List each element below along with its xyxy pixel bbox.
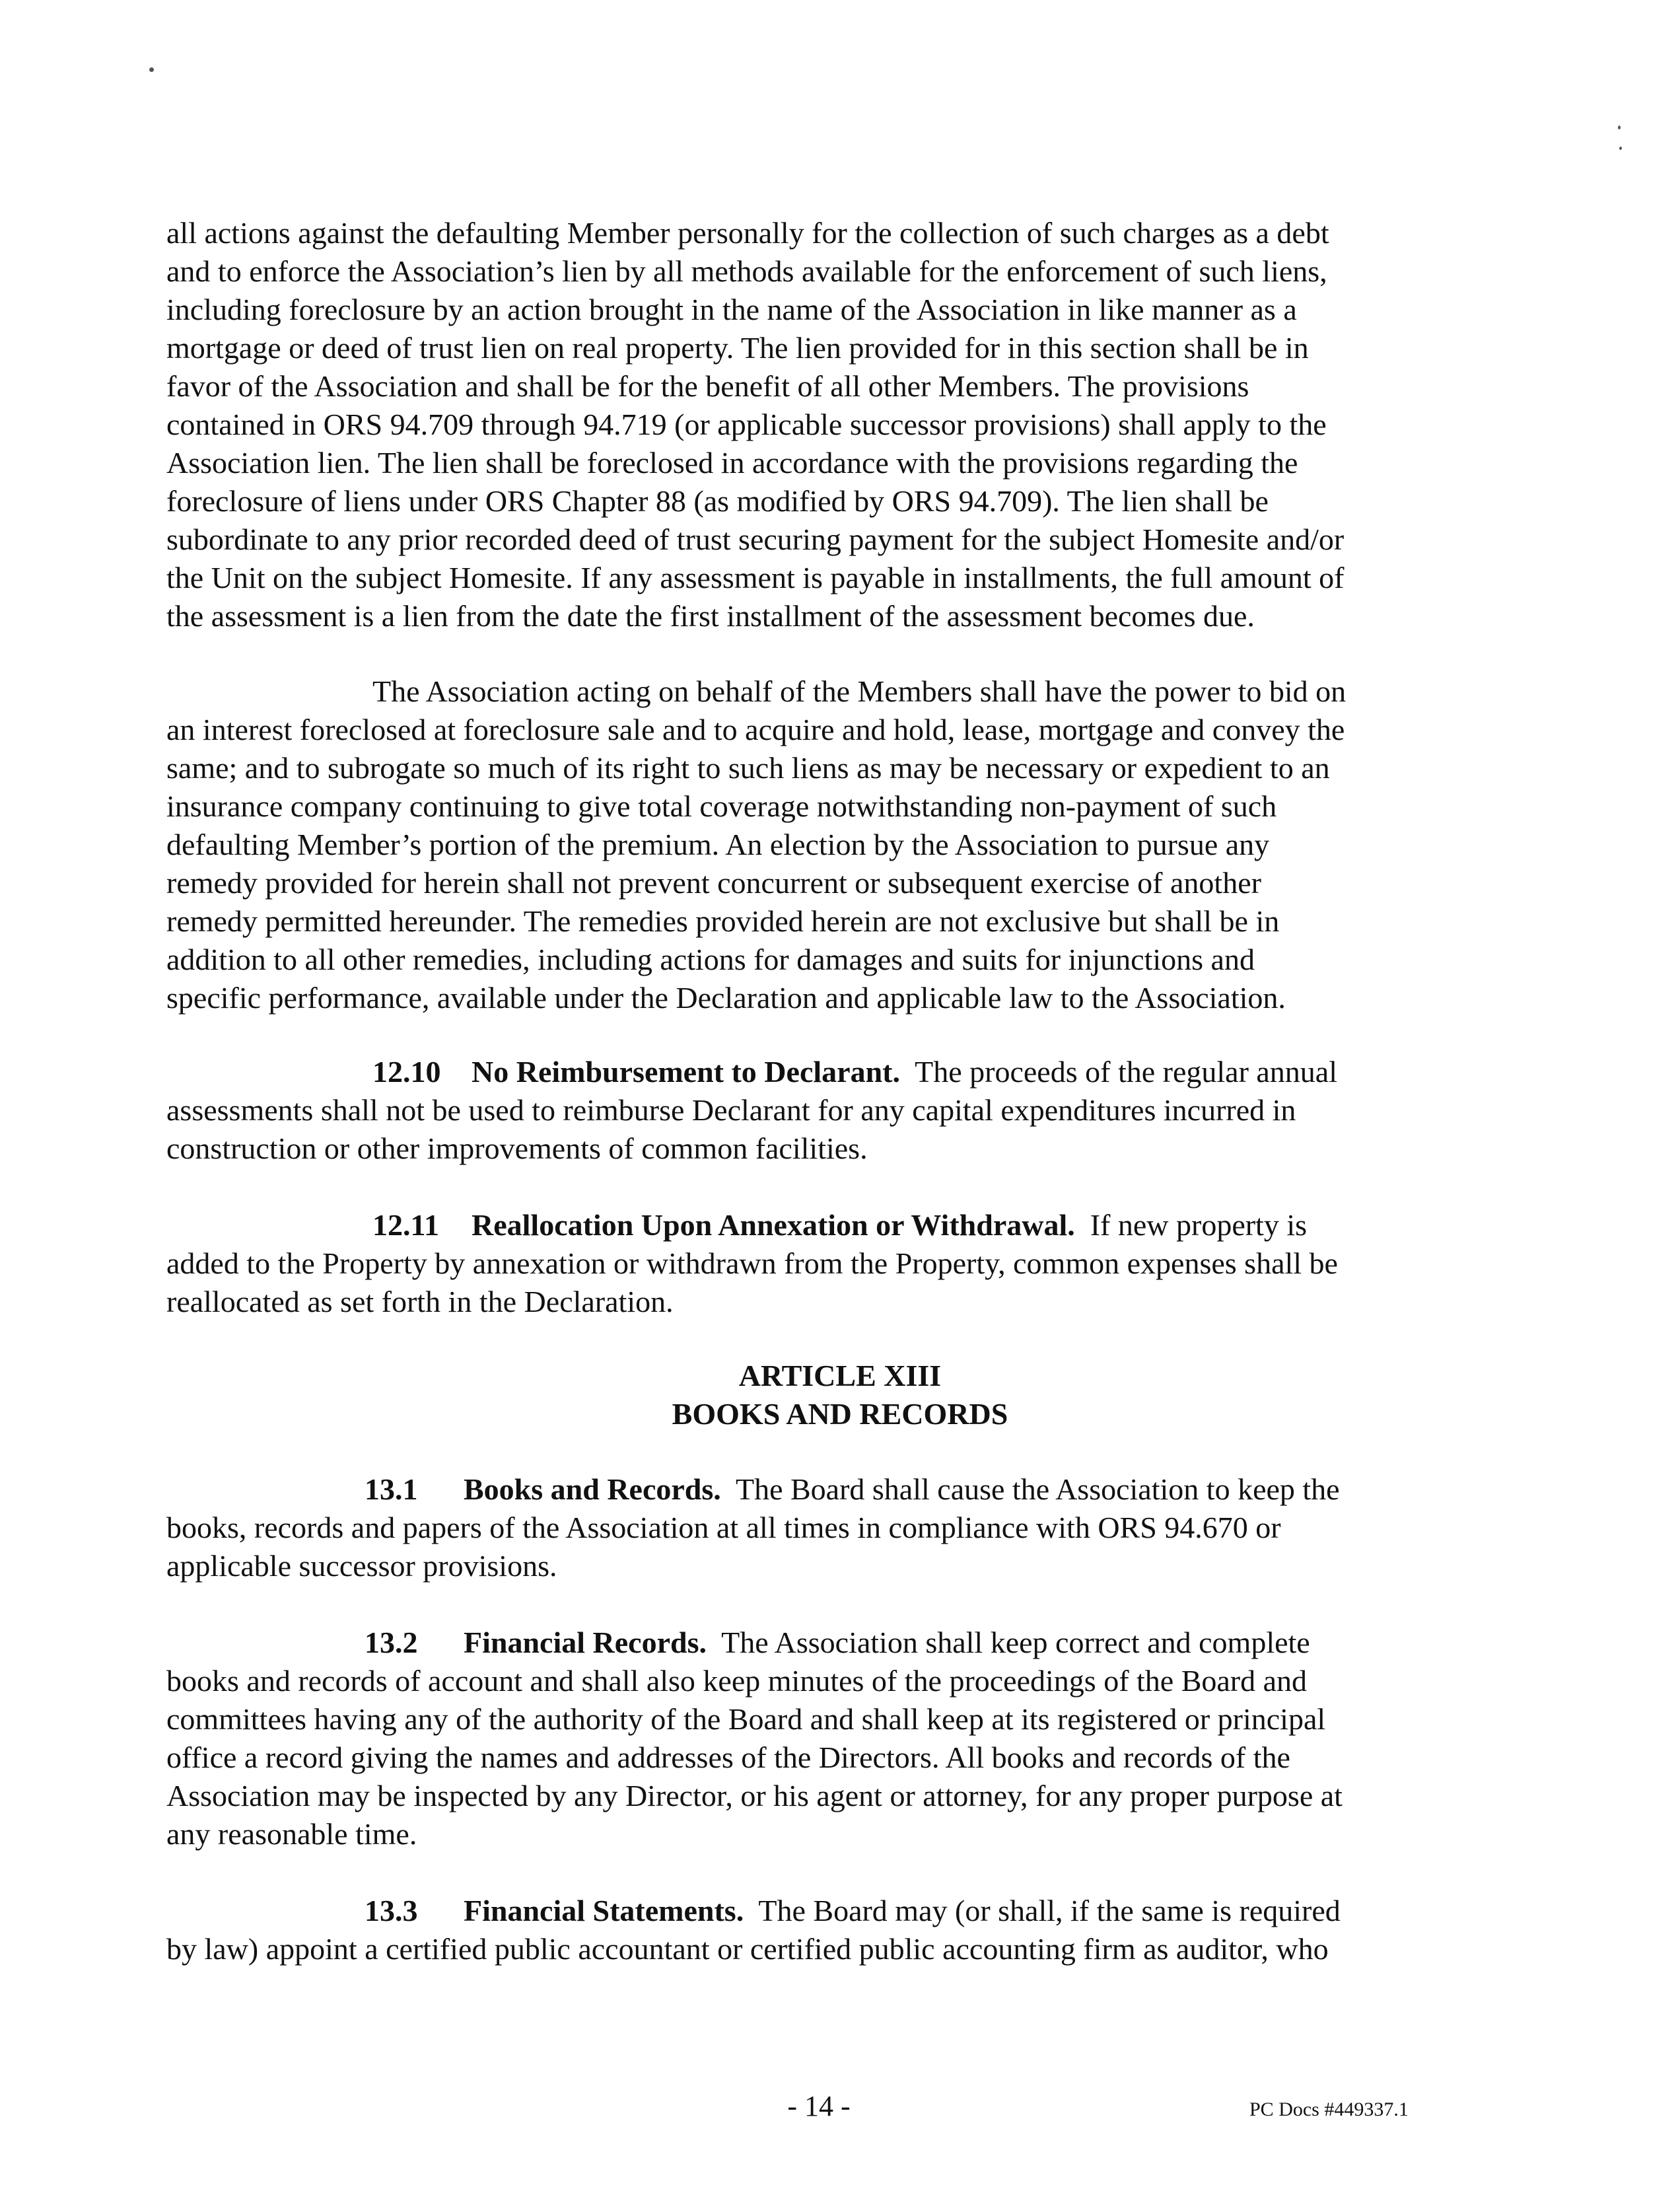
text-line: an interest foreclosed at foreclosure sale and to acquire and hold, lease, mortgage and convey the: [166, 713, 1345, 746]
text-line: If new property is: [1090, 1208, 1308, 1242]
text-line: applicable successor provisions.: [166, 1549, 557, 1583]
paragraph-lien-continuation: [166, 214, 1500, 635]
article-heading: ARTICLE XIII: [738, 1359, 942, 1392]
text-line: office a record giving the names and addresses of the Directors. All books and records of the: [166, 1740, 1290, 1774]
text-line: defaulting Member’s portion of the premium. An election by the Association to pursue any: [166, 828, 1270, 861]
text-line: specific performance, available under the Declaration and applicable law to the Association.: [166, 981, 1286, 1015]
text-line: remedy provided for herein shall not prevent concurrent or subsequent exercise of another: [166, 866, 1261, 900]
text-line: reallocated as set forth in the Declaration.: [166, 1285, 674, 1318]
text-line: construction or other improvements of common facilities.: [166, 1131, 868, 1165]
section-first-line: [166, 1470, 1500, 1509]
section-title: Reallocation Upon Annexation or Withdrawal.: [472, 1208, 1075, 1242]
text-line-first: [166, 672, 1500, 711]
document-id: PC Docs #449337.1: [1249, 2098, 1409, 2120]
section-title: Books and Records.: [464, 1472, 721, 1506]
section-first-line: [166, 1053, 1500, 1091]
text-line: the assessment is a lien from the date the first installment of the assessment becomes due.: [166, 599, 1255, 633]
text-line: Association may be inspected by any Director, or his agent or attorney, for any proper purpose at: [166, 1779, 1343, 1812]
text-line: The proceeds of the regular annual: [915, 1055, 1338, 1089]
text-line: all actions against the defaulting Member personally for the collection of such charges as a debt: [166, 216, 1329, 250]
text-line: insurance company continuing to give total coverage notwithstanding non-payment of such: [166, 789, 1277, 823]
text-line: subordinate to any prior recorded deed of trust securing payment for the subject Homesite and/or: [166, 522, 1345, 556]
text-line: Association lien. The lien shall be foreclosed in accordance with the provisions regarding the: [166, 446, 1298, 480]
section-12-11: [166, 1206, 1500, 1321]
text-line: any reasonable time.: [166, 1817, 417, 1851]
text-line: contained in ORS 94.709 through 94.719 (or applicable successor provisions) shall apply to the: [166, 408, 1327, 441]
section-title: Financial Records.: [464, 1626, 707, 1659]
text-line: remedy permitted hereunder. The remedies provided herein are not exclusive but shall be in: [166, 904, 1280, 938]
section-12-10: [166, 1053, 1500, 1168]
text-line: the Unit on the subject Homesite. If any assessment is payable in installments, the full amount of: [166, 561, 1345, 594]
text-line: The Board may (or shall, if the same is required: [758, 1894, 1341, 1927]
section-number: 13.1: [365, 1472, 418, 1506]
section-13-1: [166, 1470, 1500, 1585]
section-first-line: [166, 1892, 1500, 1930]
section-13-2: [166, 1624, 1500, 1853]
text-line: committees having any of the authority of the Board and shall keep at its registered or principal: [166, 1702, 1326, 1736]
scan-speck: [149, 67, 154, 72]
article-subheading: BOOKS AND RECORDS: [672, 1397, 1008, 1431]
text-line: favor of the Association and shall be for the benefit of all other Members. The provisions: [166, 369, 1249, 403]
text-line: The Association shall keep correct and complete: [721, 1626, 1310, 1659]
section-number: 12.11: [372, 1208, 439, 1242]
paragraph-association-powers: [166, 672, 1500, 1017]
text-line: and to enforce the Association’s lien by all methods available for the enforcement of such liens,: [166, 254, 1327, 288]
text-line: mortgage or deed of trust lien on real property. The lien provided for in this section shall be in: [166, 331, 1309, 365]
text-line: The Association acting on behalf of the Members shall have the power to bid on: [372, 674, 1347, 708]
text-line: same; and to subrogate so much of its right to such liens as may be necessary or expedient to an: [166, 751, 1330, 785]
text-line: added to the Property by annexation or withdrawn from the Property, common expenses shall be: [166, 1246, 1338, 1280]
section-13-3: [166, 1892, 1500, 1968]
section-title: Financial Statements.: [464, 1894, 744, 1927]
text-line: books and records of account and shall also keep minutes of the proceedings of the Board and: [166, 1664, 1308, 1698]
scan-speck: [1618, 125, 1621, 129]
section-title: No Reimbursement to Declarant.: [472, 1055, 900, 1089]
section-number: 12.10: [372, 1055, 441, 1089]
text-line: assessments shall not be used to reimburse Declarant for any capital expenditures incurred in: [166, 1093, 1296, 1127]
page-number: - 14 -: [787, 2090, 851, 2122]
text-line: foreclosure of liens under ORS Chapter 88 (as modified by ORS 94.709). The lien shall be: [166, 484, 1269, 518]
section-number: 13.3: [365, 1894, 418, 1927]
section-number: 13.2: [365, 1626, 418, 1659]
section-first-line: [166, 1624, 1500, 1662]
section-first-line: [166, 1206, 1500, 1244]
text-line: books, records and papers of the Association at all times in compliance with ORS 94.670 or: [166, 1511, 1281, 1544]
text-line: including foreclosure by an action brought in the name of the Association in like manner as a: [166, 293, 1297, 326]
text-line: The Board shall cause the Association to keep the: [735, 1472, 1340, 1506]
text-line: by law) appoint a certified public accountant or certified public accounting firm as auditor, who: [166, 1932, 1329, 1966]
text-line: addition to all other remedies, including actions for damages and suits for injunctions and: [166, 943, 1255, 976]
scan-speck: [1619, 147, 1622, 150]
